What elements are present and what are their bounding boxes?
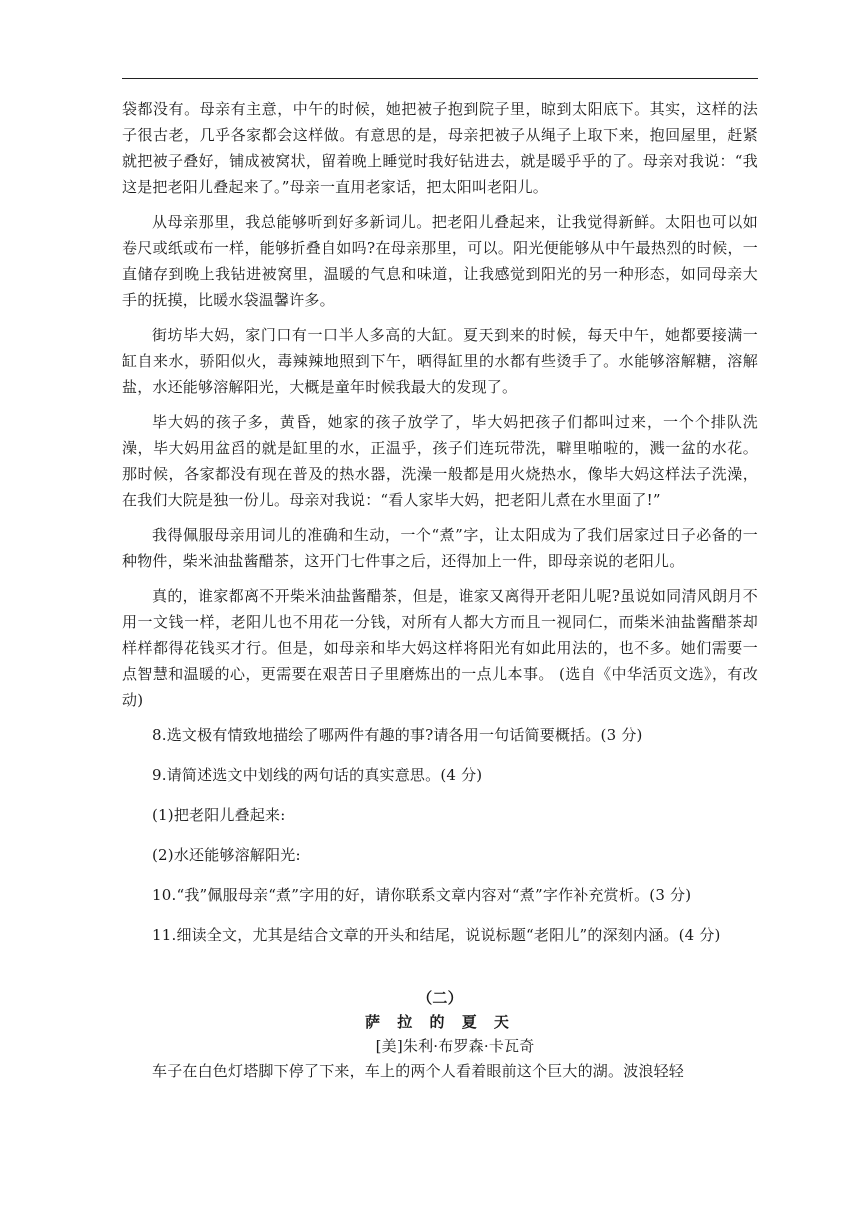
article-paragraph-4: 毕大妈的孩子多，黄昏，她家的孩子放学了，毕大妈把孩子们都叫过来，一个个排队洗澡，毕大妈用盆舀的就是缸里的水，正温乎，孩子们连玩带洗，噼里啪啦的，溅一盆的水花。那时候，各家都没有现在普及的热水器，洗澡一般都是用火烧热水，像毕大妈这样法子洗澡，在我们大院是独一份儿。母亲对我说：“看人家毕大妈，把老阳儿煮在水里面了!”: [122, 413, 758, 509]
question-9: 9.请简述选文中划线的两句话的真实意思。(4 分): [152, 766, 483, 784]
section-number: （二）: [417, 989, 463, 1007]
article-paragraph-1: 袋都没有。母亲有主意，中午的时候，她把被子抱到院子里，晾到太阳底下。其实，这样的法子很古老，几乎各家都会这样做。有意思的是，母亲把被子从绳子上取下来，抱回屋里，赶紧就把被子叠好，铺成被窝状，留着晚上睡觉时我好钻进去，就是暖乎乎的了。母亲对我说：“我这是把老阳儿叠起来了。”母亲一直用老家话，把太阳叫老阳儿。: [122, 100, 758, 196]
article-paragraph-2: 从母亲那里，我总能够听到好多新词儿。把老阳儿叠起来，让我觉得新鲜。太阳也可以如卷尺或纸或布一样，能够折叠自如吗?在母亲那里，可以。阳光便能够从中午最热烈的时候，一直储存到晚上我钻进被窝里，温暖的气息和味道，让我感觉到阳光的另一种形态，如同母亲大手的抚摸，比暖水袋温馨许多。: [122, 213, 758, 309]
header-rule: [122, 78, 758, 79]
article-paragraph-3: 街坊毕大妈，家门口有一口半人多高的大缸。夏天到来的时候，每天中午，她都要接满一缸自来水，骄阳似火，毒辣辣地照到下午，晒得缸里的水都有些烫手了。水能够溶解糖，溶解盐，水还能够溶解阳光，大概是童年时候我最大的发现了。: [122, 326, 758, 396]
question-11: 11.细读全文，尤其是结合文章的开头和结尾，说说标题“老阳儿”的深刻内涵。(4 分): [152, 926, 721, 944]
section-author: [美]朱利·布罗森·卡瓦奇: [375, 1037, 535, 1055]
article-paragraph-6: 真的，谁家都离不开柴米油盐酱醋茶，但是，谁家又离得开老阳儿呢?虽说如同清风朗月不用一文钱一样，老阳儿也不用花一分钱，对所有人都大方而且一视同仁，而柴米油盐酱醋茶却样样都得花钱买才行。但是，如母亲和毕大妈这样将阳光有如此用法的，也不多。她们需要一点智慧和温暖的心，更需要在艰苦日子里磨炼出的一点儿本事。 (选自《中华活页文选》，有改动): [122, 587, 758, 709]
question-10: 10.“我”佩服母亲“煮”字用的好，请你联系文章内容对“煮”字作补充赏析。(3 分): [152, 886, 692, 904]
question-9-part-2: (2)水还能够溶解阳光:: [152, 846, 301, 864]
section-gap: [122, 962, 758, 986]
section-first-line: 车子在白色灯塔脚下停了下来，车上的两个人看着眼前这个巨大的湖。波浪轻轻: [152, 1062, 685, 1080]
page-content: [122, 96, 758, 1084]
question-9-part-1: (1)把老阳儿叠起来:: [152, 806, 286, 824]
question-8: 8.选文极有情致地描绘了哪两件有趣的事?请各用一句话简要概括。(3 分): [152, 726, 643, 744]
article-paragraph-5: 我得佩服母亲用词儿的准确和生动，一个“煮”字，让太阳成为了我们居家过日子必备的一种物件，柴米油盐酱醋茶，这开门七件事之后，还得加上一件，即母亲说的老阳儿。: [122, 526, 758, 570]
section-title: 萨 拉 的 夏 天: [365, 1013, 515, 1031]
